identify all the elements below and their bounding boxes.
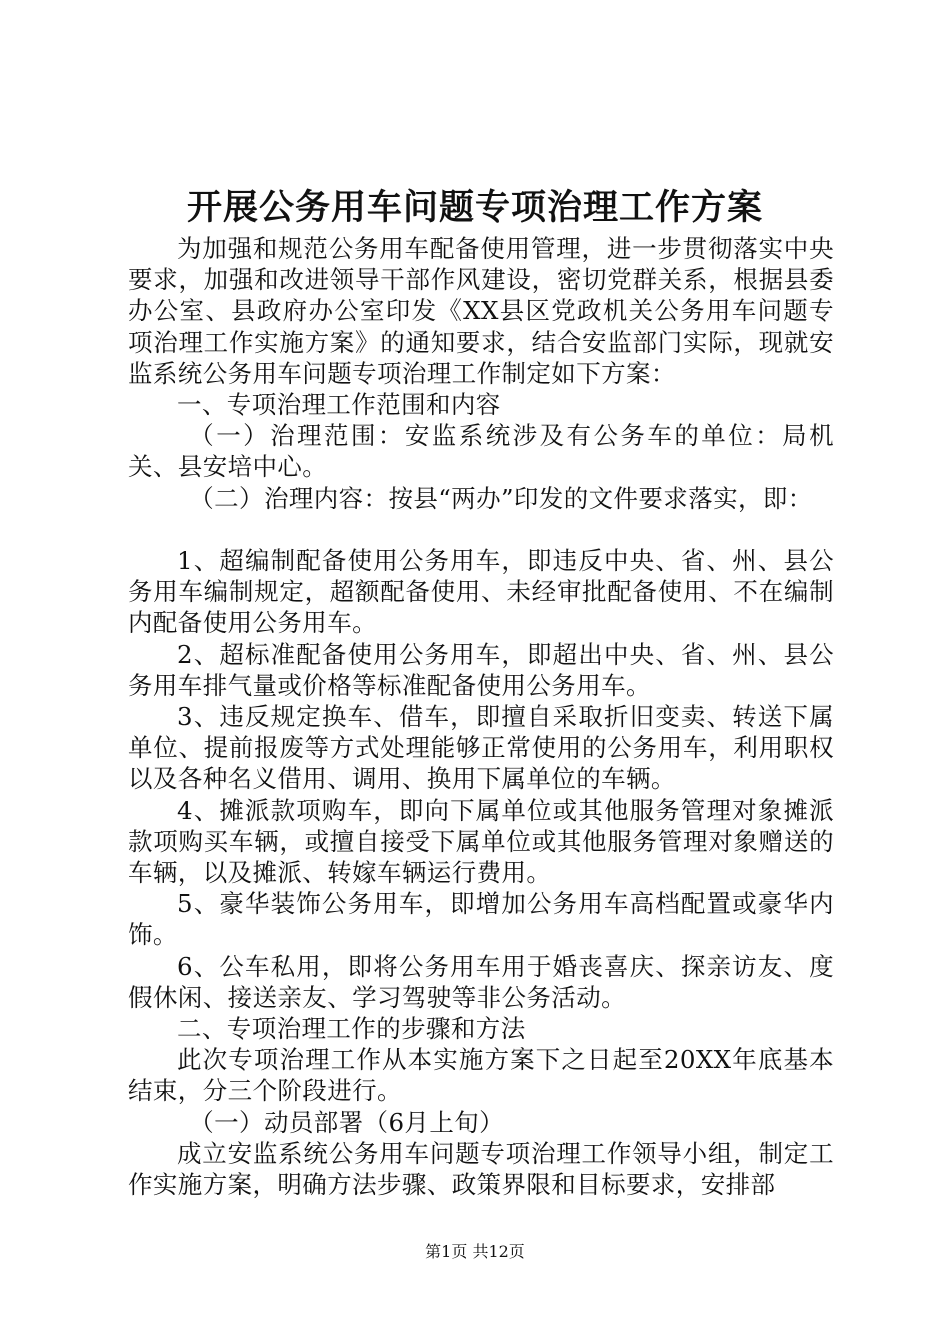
- list-item-1: 1、超编制配备使用公务用车，即违反中央、省、州、县公务用车编制规定，超额配备使用、未经审批配备使用、不在编制内配备使用公务用车。: [128, 546, 834, 638]
- list-item-2: 2、超标准配备使用公务用车，即超出中央、省、州、县公务用车排气量或价格等标准配备使用公务用车。: [128, 639, 834, 700]
- document-body: [128, 233, 834, 1200]
- list-item-3: 3、违反规定换车、借车，即擅自采取折旧变卖、转送下属单位、提前报废等方式处理能够正常使用的公务用车，利用职权以及各种名义借用、调用、换用下属单位的车辆。: [128, 702, 834, 794]
- paragraph-mobilization: 成立安监系统公务用车问题专项治理工作领导小组，制定工作实施方案，明确方法步骤、政策界限和目标要求，安排部: [128, 1138, 834, 1200]
- section-heading-2: 二、专项治理工作的步骤和方法: [177, 1014, 526, 1044]
- paragraph-timeline: 此次专项治理工作从本实施方案下之日起至20XX年底基本结束，分三个阶段进行。: [128, 1045, 834, 1106]
- page-number: 第1页 共12页: [425, 1242, 525, 1261]
- paragraph-content: （二）治理内容：按县“两办”印发的文件要求落实，即：: [189, 483, 813, 513]
- list-item-5: 5、豪华装饰公务用车，即增加公务用车高档配置或豪华内饰。: [128, 889, 834, 950]
- document-title: 开展公务用车问题专项治理工作方案: [186, 187, 763, 228]
- list-item-6: 6、公车私用，即将公务用车用于婚丧喜庆、探亲访友、度假休闲、接送亲友、学习驾驶等非公务活动。: [128, 951, 834, 1012]
- subsection-heading-1: （一）动员部署（6月上旬）: [189, 1107, 505, 1137]
- section-heading-1: 一、专项治理工作范围和内容: [177, 390, 501, 420]
- paragraph-intro: 为加强和规范公务用车配备使用管理，进一步贯彻落实中央要求，加强和改进领导干部作风建设，密切党群关系，根据县委办公室、县政府办公室印发《XX县区党政机关公务用车问题专项治理工作实施方案》的通知要求，结合安监部门实际，现就安监系统公务用车问题专项治理工作制定如下方案：: [128, 234, 834, 388]
- list-item-4: 4、摊派款项购车，即向下属单位或其他服务管理对象摊派款项购买车辆，或擅自接受下属单位或其他服务管理对象赠送的车辆，以及摊派、转嫁车辆运行费用。: [128, 795, 834, 888]
- paragraph-scope: （一）治理范围：安监系统涉及有公务车的单位：局机关、县安培中心。: [128, 421, 834, 482]
